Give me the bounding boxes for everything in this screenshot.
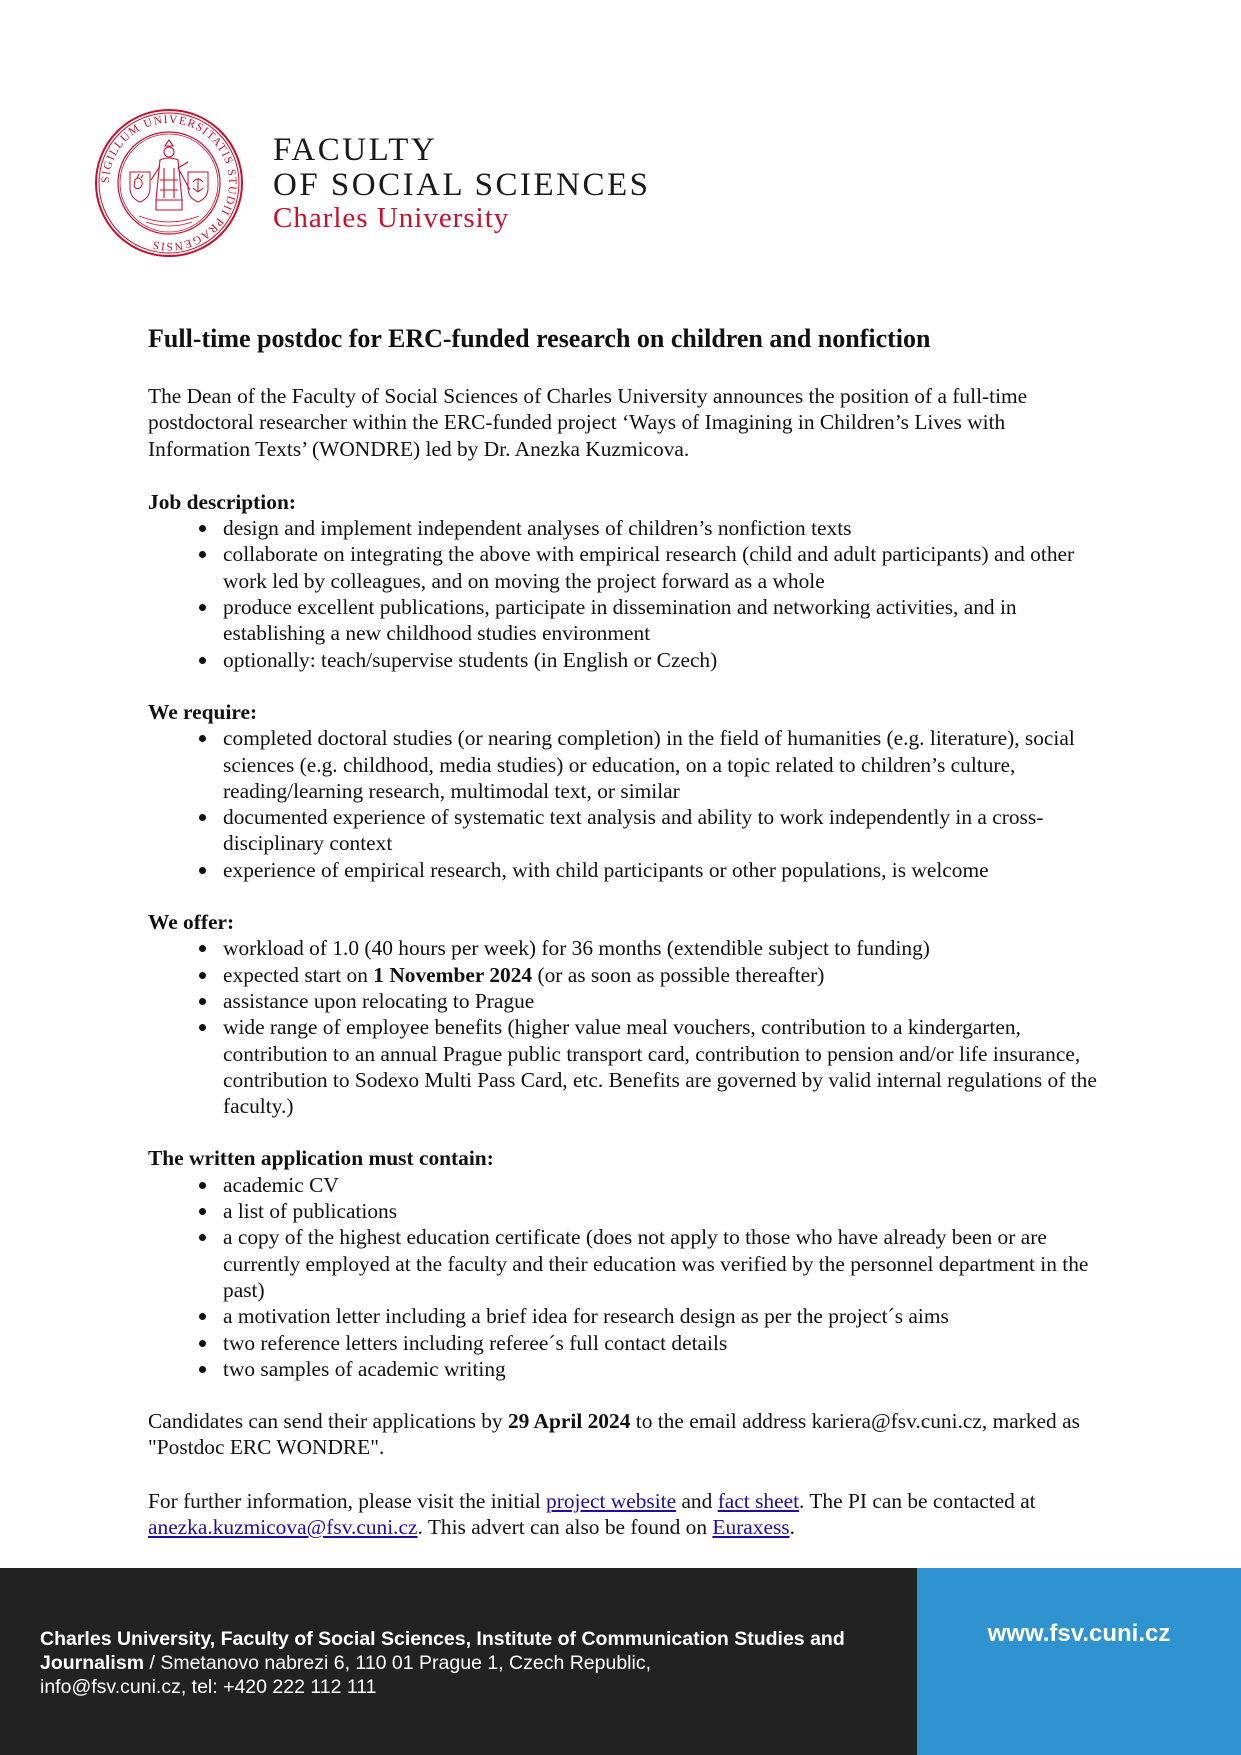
- list-item: a copy of the highest education certificate (does not apply to those who have already been or are currently employed at the faculty and their education was verified by the personnel department in the past): [223, 1224, 1098, 1303]
- further-text: and: [676, 1488, 718, 1513]
- job-description-list: [148, 515, 1098, 673]
- list-item: produce excellent publications, participate in dissemination and networking activities, and in establishing a new childhood studies environment: [223, 594, 1098, 647]
- deadline-prefix: Candidates can send their applications by: [148, 1409, 508, 1434]
- start-date: 1 November 2024: [373, 962, 533, 987]
- footer-organization: Charles University, Faculty of Social Sciences, Institute of Communication Studies and Journalism: [40, 1628, 845, 1674]
- start-date-suffix: (or as soon as possible thereafter): [532, 962, 825, 987]
- list-item: completed doctoral studies (or nearing completion) in the field of humanities (e.g. literature), social sciences (e.g. childhood, media studies) or education, on a topic related to children’s culture, reading/learning research, multimodal text, or similar: [223, 725, 1098, 804]
- list-item: documented experience of systematic text analysis and ability to work independently in a cross-disciplinary context: [223, 804, 1098, 857]
- list-item: assistance upon relocating to Prague: [223, 988, 1098, 1014]
- list-item: [223, 962, 1098, 988]
- fact-sheet-link[interactable]: fact sheet: [717, 1488, 800, 1513]
- list-item: a motivation letter including a brief idea for research design as per the project´s aims: [223, 1303, 1098, 1329]
- list-item: two samples of academic writing: [223, 1356, 1098, 1382]
- start-date-prefix: expected start on: [223, 962, 374, 987]
- intro-paragraph: The Dean of the Faculty of Social Sciences of Charles University announces the position of a full-time postdoctoral researcher within the ERC-funded project ‘Ways of Imagining in Children’s Lives with Information Texts’ (WONDRE) led by Dr. Anezka Kuzmicova.: [148, 384, 1028, 461]
- seal-text: SIGILLUM UNIVERSITATIS STUDII PRAGENSIS: [99, 113, 239, 253]
- further-text: For further information, please visit the initial: [148, 1488, 547, 1513]
- footer-address: [40, 1627, 900, 1699]
- list-item: optionally: teach/supervise students (in English or Czech): [223, 647, 1098, 673]
- further-info-paragraph: [148, 1488, 1098, 1541]
- deadline-date: 29 April 2024: [507, 1409, 631, 1434]
- wordmark-line-faculty: FACULTY: [273, 132, 438, 168]
- page-footer: [0, 1568, 1241, 1755]
- deadline-suffix: to the email address kariera@fsv.cuni.cz, marked as "Postdoc ERC WONDRE".: [148, 1409, 1080, 1460]
- list-item: design and implement independent analyses of children’s nonfiction texts: [223, 515, 1098, 541]
- list-item: collaborate on integrating the above with empirical research (child and adult participants) and other work led by colleagues, and on moving the project forward as a whole: [223, 541, 1098, 594]
- university-seal-icon: [94, 108, 244, 258]
- list-item: wide range of employee benefits (higher value meal vouchers, contribution to a kindergarten, contribution to an annual Prague public transport card, contribution to pension and/or life insurance, contribution to Sodexo Multi Pass Card, etc. Benefits are governed by valid internal regulations of the faculty.): [223, 1015, 1097, 1119]
- further-text: . This advert can also be found on: [417, 1514, 713, 1539]
- requirements-list: [148, 725, 1098, 883]
- wordmark-line-social-sciences: OF SOCIAL SCIENCES: [273, 167, 651, 203]
- footer-separator: /: [144, 1652, 161, 1674]
- list-item: academic CV: [223, 1172, 1098, 1198]
- offer-heading: We offer:: [148, 910, 235, 935]
- footer-contact: info@fsv.cuni.cz, tel: +420 222 112 111: [40, 1676, 377, 1698]
- list-item: a list of publications: [223, 1198, 1098, 1224]
- application-list: [148, 1172, 1098, 1382]
- advert-body: [148, 322, 1098, 1567]
- list-item: experience of empirical research, with child participants or other populations, is welcome: [223, 857, 1098, 883]
- further-text: . The PI can be contacted at: [799, 1488, 1036, 1513]
- footer-url-band: [917, 1568, 1241, 1755]
- pi-email-link[interactable]: anezka.kuzmicova@fsv.cuni.cz: [148, 1514, 418, 1539]
- euraxess-link[interactable]: Euraxess: [712, 1514, 790, 1539]
- list-item: two reference letters including referee´s full contact details: [223, 1330, 1098, 1356]
- list-item: workload of 1.0 (40 hours per week) for 36 months (extendible subject to funding): [223, 935, 1098, 961]
- project-website-link[interactable]: project website: [546, 1488, 677, 1513]
- deadline-paragraph: [148, 1408, 1098, 1461]
- website-link[interactable]: www.fsv.cuni.cz: [987, 1620, 1171, 1647]
- page-title: Full-time postdoc for ERC-funded research on children and nonfiction: [148, 324, 931, 353]
- further-text: .: [789, 1514, 795, 1539]
- application-heading: The written application must contain:: [148, 1146, 494, 1171]
- offer-list: [148, 935, 1098, 1119]
- faculty-logo: [94, 108, 654, 258]
- job-description-heading: Job description:: [148, 489, 296, 514]
- svg-text:SIGILLUM UNIVERSITATIS STUDII: [100, 114, 238, 252]
- faculty-wordmark: [273, 134, 651, 233]
- wordmark-line-university: Charles University: [273, 202, 510, 234]
- requirements-heading: We require:: [148, 699, 258, 724]
- footer-street: Smetanovo nabrezi 6, 110 01 Prague 1, Czech Republic,: [160, 1652, 652, 1674]
